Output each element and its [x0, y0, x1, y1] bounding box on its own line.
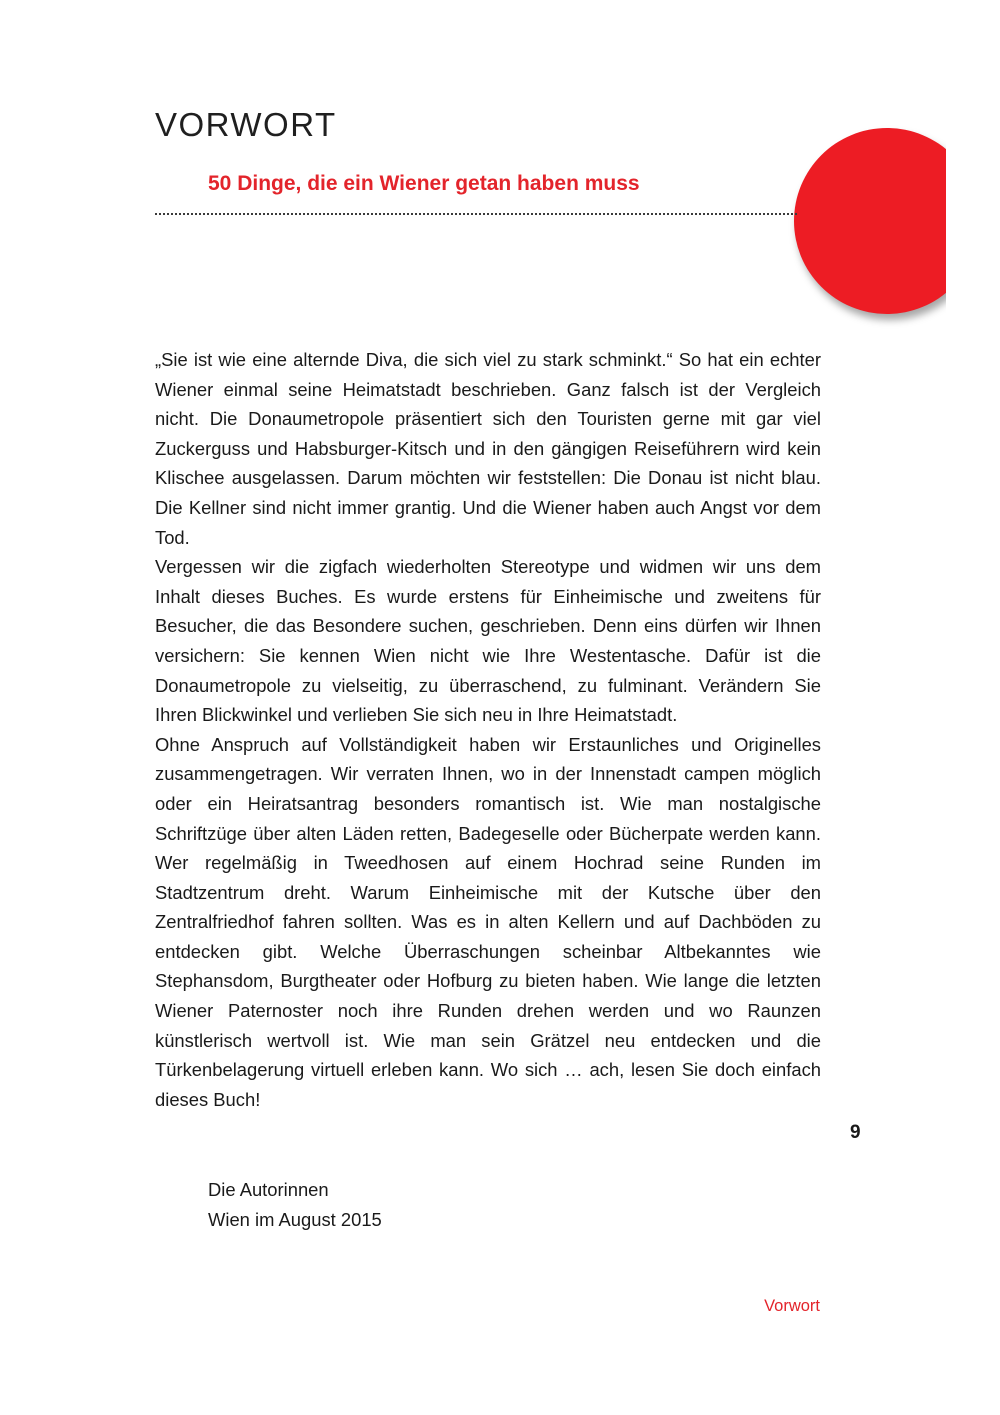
page-number: 9 — [850, 1122, 861, 1143]
signature-authors: Die Autorinnen — [208, 1179, 329, 1200]
paragraph-3: Ohne Anspruch auf Vollständigkeit haben wir Erstaunliches und Originelles zusammengetragen. Wir verraten Ihnen, wo in der Innenstadt campen möglich oder ein Heiratsantrag besonders romantisch ist. Wie man nostalgische Schriftzüge über alten Läden retten, Badegeselle oder Bücherpate werden kann. Wer regelmäßig in Tweedhosen auf einem Hochrad seine Runden im Stadtzentrum dreht. Warum Einheimische mit der Kutsche über den Zentralfriedhof fahren sollten. Was es in alten Kellern und auf Dachböden zu entdecken gibt. Welche Überraschungen scheinbar Altbekanntes wie Stephansdom, Burgtheater oder Hofburg zu bieten haben. Wie lange die letzten Wiener Paternoster noch ihre Runden drehen werden und wo Raunzen künstlerisch wertvoll ist. Wie man sein Grätzel neu entdecken und die Türkenbelagerung virtuell erleben kann. Wo sich … ach, lesen Sie doch einfach dieses Buch! — [155, 733, 821, 1110]
body-text — [155, 345, 821, 1114]
signature-block — [208, 1175, 382, 1234]
paragraph-1: „Sie ist wie eine alternde Diva, die sich viel zu stark schminkt.“ So hat ein echter Wiener einmal seine Heimatstadt beschrieben. Ganz falsch ist der Vergleich nicht. Die Donaumetropole präsentiert sich den Touristen gerne mit gar viel Zuckerguss und Habsburger-Kitsch und in den gängigen Reiseführern wird kein Klischee ausgelassen. Darum möchten wir feststellen: Die Donau ist nicht blau. Die Kellner sind nicht immer grantig. Und die Wiener haben auch Angst vor dem Tod. — [155, 349, 821, 548]
chapter-title: VORWORT — [155, 106, 337, 143]
dotted-divider — [155, 213, 797, 215]
paragraph-2: Vergessen wir die zigfach wiederholten Stereotype und widmen wir uns dem Inhalt dieses Buches. Es wurde erstens für Einheimische und zweitens für Besucher, die das Besondere suchen, geschrieben. Denn eins dürfen wir Ihnen versichern: Sie kennen Wien nicht wie Ihre Westentasche. Dafür ist die Donaumetropole zu vielseitig, zu überraschend, zu fulminant. Verändern Sie Ihren Blickwinkel und verlieben Sie sich neu in Ihre Heimatstadt. — [155, 556, 821, 726]
red-circle-decoration — [794, 128, 946, 314]
running-footer-title: Vorwort — [764, 1297, 820, 1315]
chapter-subtitle: 50 Dinge, die ein Wiener getan haben muss — [208, 172, 640, 195]
signature-place-date: Wien im August 2015 — [208, 1208, 382, 1230]
